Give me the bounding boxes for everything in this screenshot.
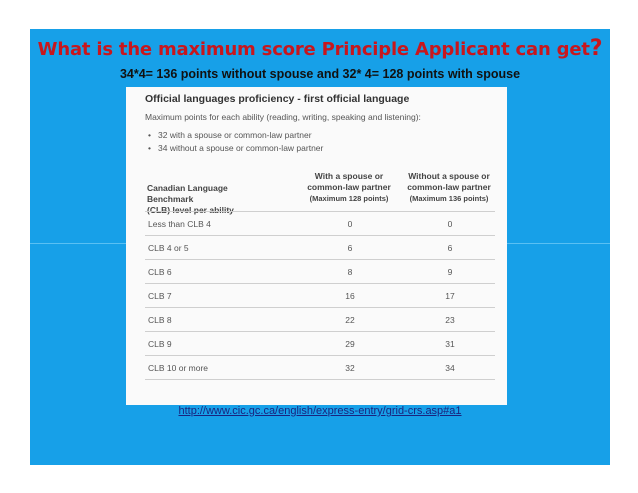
slide [30,29,610,465]
column-header-clb: Canadian Language Benchmark (CLB) level per ability [147,183,234,215]
source-link[interactable]: http://www.cic.gc.ca/english/express-entry/grid-crs.asp#a1 [178,405,462,417]
table-row [145,211,495,235]
cell-without-spouse: 9 [447,267,453,277]
slide-title [30,36,610,61]
slide-subtitle: 34*4= 136 points without spouse and 32* 4= 128 points with spouse [119,67,521,81]
cell-with-spouse: 22 [345,315,355,325]
cell-with-spouse: 29 [345,339,355,349]
cell-with-spouse: 16 [345,291,355,301]
cell-level: Less than CLB 4 [148,219,211,229]
table-heading: Official languages proficiency - first official language [145,93,410,105]
cell-without-spouse: 6 [447,243,453,253]
cell-without-spouse: 31 [445,339,455,349]
cell-with-spouse: 8 [347,267,353,277]
cell-level: CLB 9 [148,339,172,349]
cell-with-spouse: 32 [345,363,355,373]
cell-level: CLB 6 [148,267,172,277]
table-row [145,283,495,307]
table-body [145,211,495,380]
cell-level: CLB 4 or 5 [148,243,189,253]
column-header-without-spouse: Without a spouse or common-law partner (Maximum 136 points) [407,171,491,203]
cell-level: CLB 7 [148,291,172,301]
column-header-with-spouse: With a spouse or common-law partner (Maximum 128 points) [307,171,391,203]
table-row [145,355,495,380]
bullet-item: • 32 with a spouse or common-law partner [148,130,312,140]
table-note: Maximum points for each ability (reading, writing, speaking and listening): [145,112,421,122]
cell-with-spouse: 6 [347,243,353,253]
table-image [126,87,507,405]
slide-title-mark: ? [589,36,603,61]
cell-without-spouse: 0 [447,219,453,229]
bullet-dot-icon: • [148,130,151,140]
table-row [145,307,495,331]
table-row [145,331,495,355]
table-bullets [148,129,323,155]
slide-title-text: What is the maximum score Principle Applicant can get [37,39,590,60]
bullet-dot-icon: • [148,143,151,153]
cell-without-spouse: 17 [445,291,455,301]
cell-with-spouse: 0 [347,219,353,229]
table-row [145,235,495,259]
bullet-item: • 34 without a spouse or common-law partner [148,143,324,153]
cell-level: CLB 8 [148,315,172,325]
cell-level: CLB 10 or more [148,363,208,373]
cell-without-spouse: 34 [445,363,455,373]
cell-without-spouse: 23 [445,315,455,325]
table-row [145,259,495,283]
